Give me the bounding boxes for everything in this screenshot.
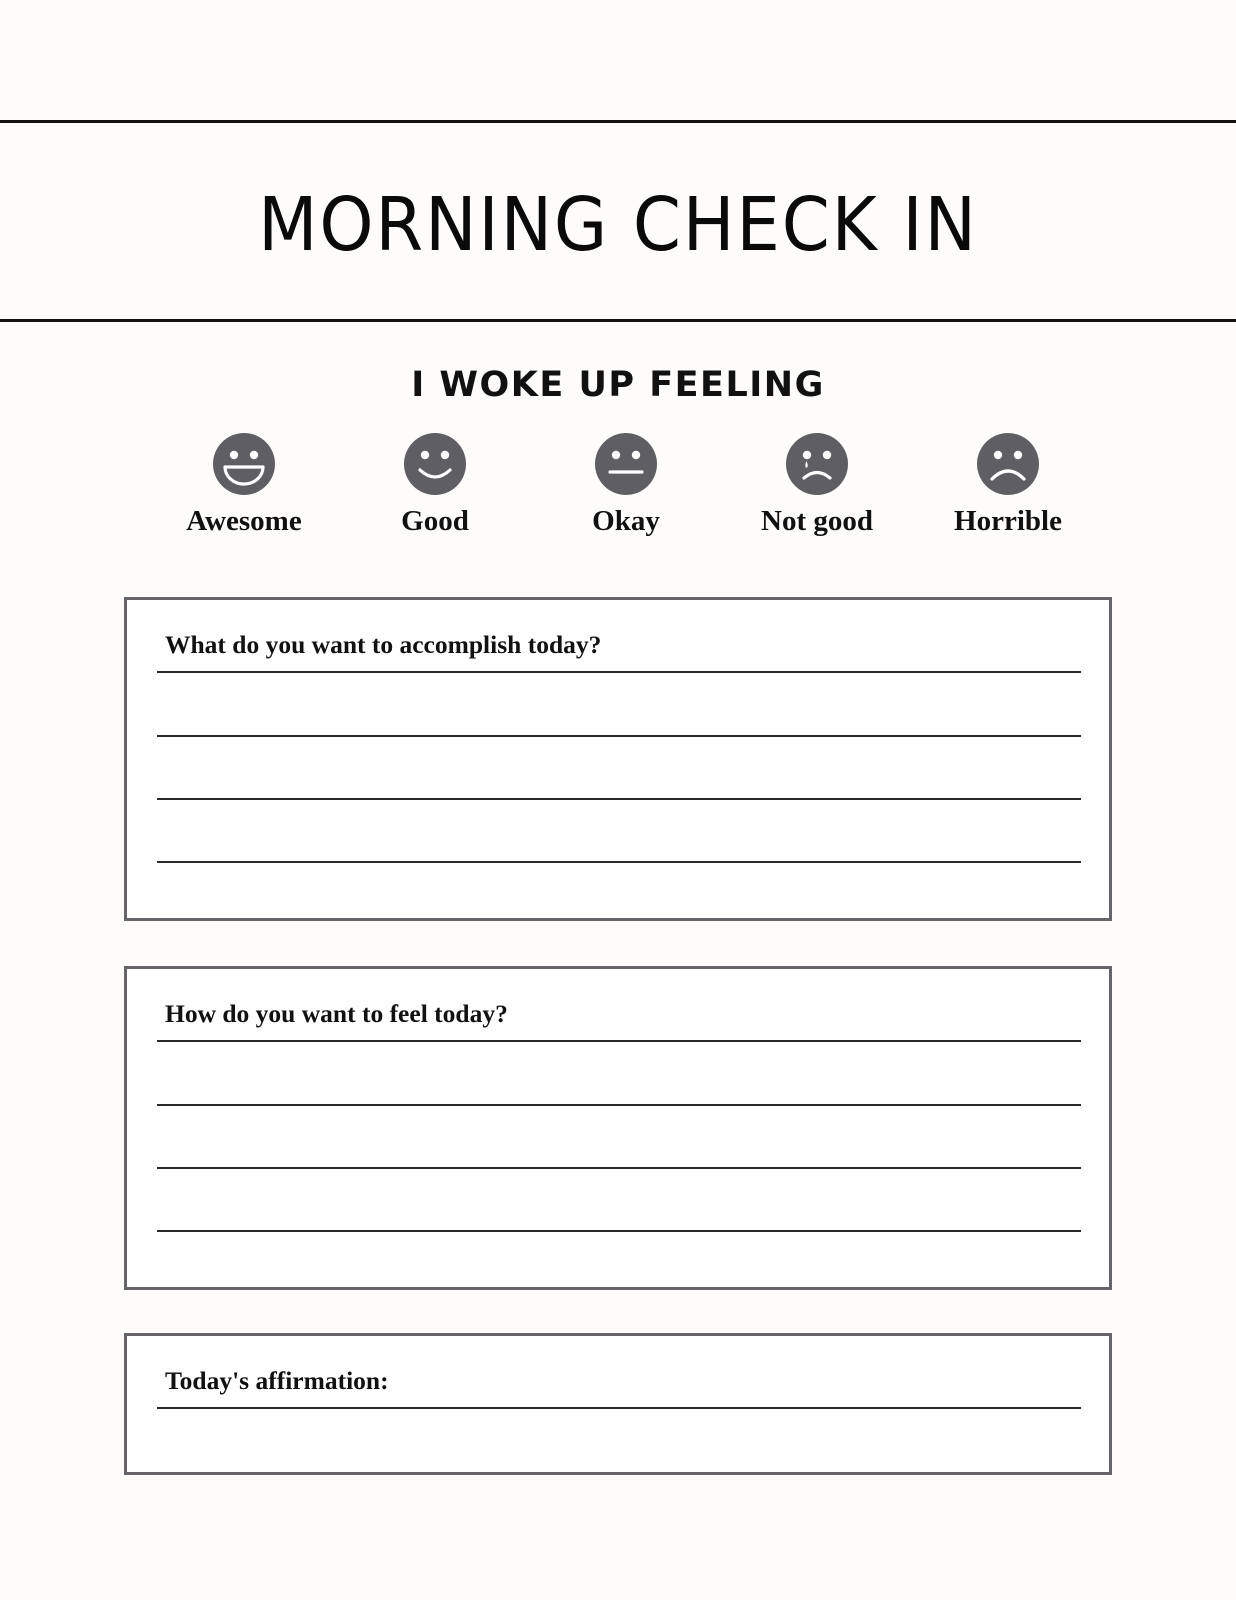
- mood-label: Okay: [592, 505, 660, 537]
- feel-line-2[interactable]: [157, 1104, 1081, 1106]
- crying-face-icon: [785, 432, 849, 496]
- accomplish-line-2[interactable]: [157, 735, 1081, 737]
- bottom-divider: [0, 319, 1236, 322]
- accomplish-line-3[interactable]: [157, 798, 1081, 800]
- mood-label: Not good: [761, 505, 873, 537]
- feel-line-3[interactable]: [157, 1167, 1081, 1169]
- affirmation-section: [124, 1333, 1112, 1475]
- mood-option-not-good[interactable]: [727, 432, 907, 538]
- mood-label: Good: [401, 505, 469, 537]
- accomplish-section: [124, 597, 1112, 921]
- feel-line-1[interactable]: [157, 1040, 1081, 1042]
- mood-selector: [0, 432, 1236, 542]
- big-grin-face-icon: [212, 432, 276, 496]
- feel-line-4[interactable]: [157, 1230, 1081, 1232]
- mood-option-awesome[interactable]: [154, 432, 334, 538]
- affirmation-prompt: Today's affirmation:: [165, 1366, 389, 1395]
- smile-face-icon: [403, 432, 467, 496]
- top-divider: [0, 120, 1236, 123]
- mood-option-okay[interactable]: [536, 432, 716, 538]
- mood-label: Horrible: [954, 505, 1062, 537]
- mood-option-good[interactable]: [345, 432, 525, 538]
- accomplish-prompt: What do you want to accomplish today?: [165, 630, 602, 659]
- accomplish-line-1[interactable]: [157, 671, 1081, 673]
- page-title: MORNING CHECK IN: [258, 182, 978, 268]
- mood-label: Awesome: [186, 505, 302, 537]
- feel-prompt: How do you want to feel today?: [165, 999, 508, 1028]
- mood-option-horrible[interactable]: [918, 432, 1098, 538]
- frown-face-icon: [976, 432, 1040, 496]
- accomplish-line-4[interactable]: [157, 861, 1081, 863]
- mood-heading: I WOKE UP FEELING: [411, 365, 825, 405]
- feel-section: [124, 966, 1112, 1290]
- affirmation-line[interactable]: [157, 1407, 1081, 1409]
- neutral-face-icon: [594, 432, 658, 496]
